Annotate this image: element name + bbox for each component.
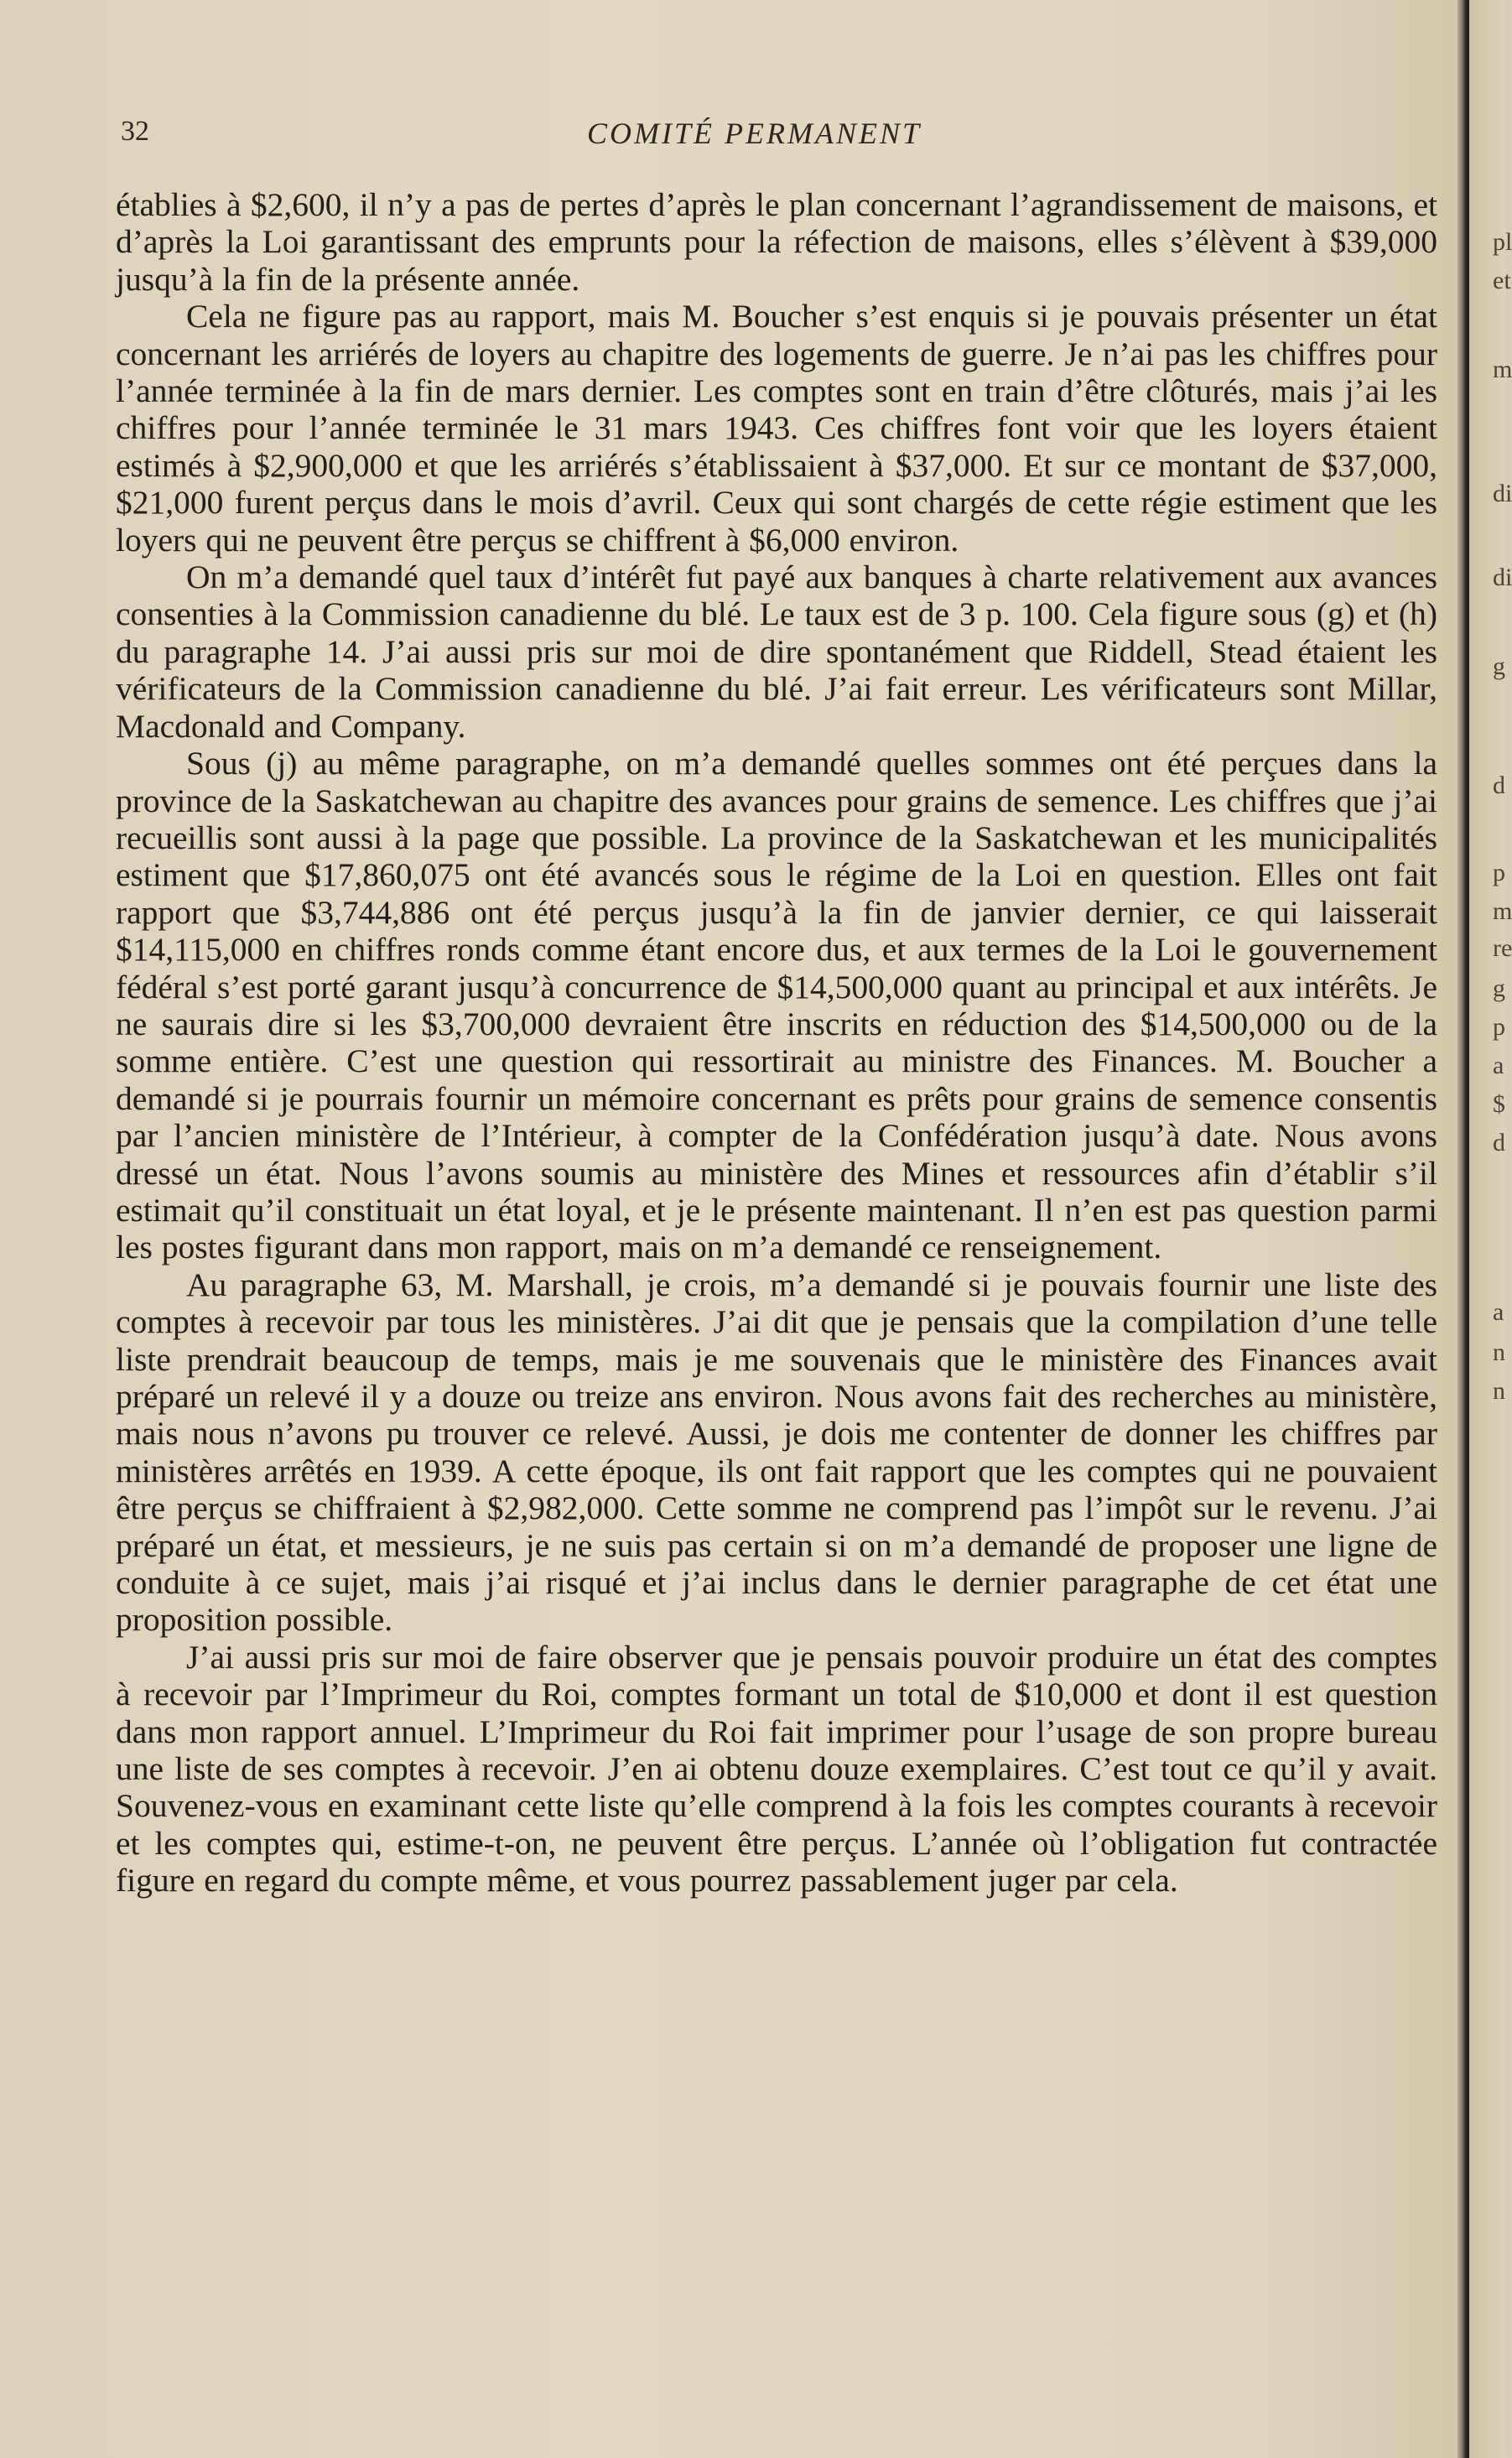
- paragraph: Cela ne figure pas au rapport, mais M. Boucher s’est enquis si je pouvais présenter un état concernant les arriérés de loyers au chapitre des logements de guerre. Je n’ai pas les chiffres pour l’année terminée à la fin de mars dernier. Les comptes sont en train d’être clôturés, mais j’ai les chiffres pour l’année terminée le 31 mars 1943. Ces chiffres font voir que les loyers étaient estimés à $2,900,000 et que les arriérés s’établissaient à $37,000. Et sur ce montant de $37,000, $21,000 furent perçus dans le mois d’avril. Ceux qui sont chargés de cette régie estiment que les loyers qui ne peuvent être perçus se chiffrent à $6,000 environ.: [116, 298, 1437, 559]
- book-gutter: [1457, 0, 1469, 2458]
- adjacent-page-fragment: p: [1493, 1013, 1505, 1041]
- adjacent-page-fragment: a: [1493, 1298, 1504, 1326]
- paragraph: Sous (j) au même paragraphe, on m’a demandé quelles sommes ont été perçues dans la province de la Saskatchewan au chapitre des avances pour grains de semence. Les chiffres que j’ai recueillis sont aussi à la page que possible. La province de la Saskatchewan et les municipalités estiment que $17,860,075 ont été avancés sous le régime de la Loi en question. Elles ont fait rapport que $3,744,886 ont été perçus jusqu’à la fin de janvier dernier, ce qui laisserait $14,115,000 en chiffres ronds comme étant encore dus, et aux termes de la Loi le gouvernement fédéral s’est porté garant jusqu’à concurrence de $14,500,000 quant au principal et aux intérêts. Je ne saurais dire si les $3,700,000 devraient être inscrits en réduction des $14,500,000 ou de la somme entière. C’est une question qui ressortirait au ministre des Finances. M. Boucher a demandé si je pourrais fournir un mémoire concernant es prêts pour grains de semence consentis par l’ancien ministère de l’Intérieur, à compter de la Confédération jusqu’à date. Nous avons dressé un état. Nous l’avons soumis au ministère des Mines et ressources afin d’établir s’il estimait qu’il constituait un état loyal, et je le présente maintenant. Il n’en est pas question parmi les postes figurant dans mon rapport, mais on m’a demandé ce renseignement.: [116, 745, 1437, 1266]
- adjacent-page-fragment: g: [1493, 652, 1505, 680]
- paragraph: J’ai aussi pris sur moi de faire observer que je pensais pouvoir produire un état des comptes à recevoir par l’Imprimeur du Roi, comptes formant un total de $10,000 et dont il est question dans mon rapport annuel. L’Imprimeur du Roi fait imprimer pour l’usage de son propre bureau une liste de ses comptes à recevoir. J’en ai obtenu douze exemplaires. C’est tout ce qu’il y avait. Souvenez-vous en examinant cette liste qu’elle comprend à la fois les comptes courants à recevoir et les comptes qui, estime-t-on, ne peuvent être perçus. L’année où l’obligation fut contractée figure en regard du compte même, et vous pourrez passablement juger par cela.: [116, 1638, 1437, 1899]
- adjacent-page-fragment: d: [1493, 1129, 1505, 1156]
- adjacent-page-fragment: pl: [1493, 228, 1512, 256]
- adjacent-page-fragment: m: [1493, 356, 1512, 383]
- adjacent-page-fragment: g: [1493, 974, 1505, 1002]
- adjacent-page-fragment: di: [1493, 564, 1512, 591]
- adjacent-page-fragment: n: [1493, 1338, 1505, 1366]
- adjacent-page-fragment: a: [1493, 1052, 1504, 1079]
- adjacent-page-fragment: d: [1493, 772, 1505, 799]
- paragraph: établies à $2,600, il n’y a pas de pertes d’après le plan concernant l’agrandissement de maisons, et d’après la Loi garantissant des emprunts pour la réfection de maisons, elles s’élèvent à $39,000 jusqu’à la fin de la présente année.: [116, 186, 1437, 298]
- page-header: [117, 116, 1426, 158]
- adjacent-page-fragment: di: [1493, 480, 1512, 507]
- body-text: [116, 186, 1437, 1899]
- adjacent-page-fragment: n: [1493, 1377, 1505, 1405]
- paragraph: Au paragraphe 63, M. Marshall, je crois, m’a demandé si je pouvais fournir une liste des comptes à recevoir par tous les ministères. J’ai dit que je pensais que la compilation d’une telle liste prendrait beaucoup de temps, mais je me souvenais que le ministère des Finances avait préparé un relevé il y a douze ou treize ans environ. Nous avons fait des recherches au ministère, mais nous n’avons pu trouver ce relevé. Aussi, je dois me contenter de donner les chiffres par ministères arrêtés en 1939. A cette époque, ils ont fait rapport que les comptes qui ne pouvaient être perçus se chiffraient à $2,982,000. Cette somme ne comprend pas l’impôt sur le revenu. J’ai préparé un état, et messieurs, je ne suis pas certain si on m’a demandé de proposer une ligne de conduite à ce sujet, mais j’ai risqué et j’ai inclus dans le dernier paragraphe de cet état une proposition possible.: [116, 1265, 1437, 1639]
- adjacent-page-fragment: p: [1493, 859, 1505, 886]
- running-title: COMITÉ PERMANENT: [587, 117, 922, 150]
- adjacent-page-fragment: m: [1493, 897, 1512, 925]
- adjacent-page-fragment: et: [1493, 267, 1511, 294]
- adjacent-page-fragment: re: [1493, 934, 1512, 962]
- adjacent-page-edge: [1469, 0, 1512, 2458]
- paragraph: On m’a demandé quel taux d’intérêt fut payé aux banques à charte relativement aux avances consenties à la Commission canadienne du blé. Le taux est de 3 p. 100. Cela figure sous (g) et (h) du paragraphe 14. J’ai aussi pris sur moi de dire spontanément que Riddell, Stead étaient les vérificateurs de la Commission canadienne du blé. J’ai fait erreur. Les vérificateurs sont Millar, Macdonald and Company.: [116, 559, 1437, 745]
- page-number: 32: [121, 116, 149, 147]
- adjacent-page-fragment: $: [1493, 1090, 1505, 1118]
